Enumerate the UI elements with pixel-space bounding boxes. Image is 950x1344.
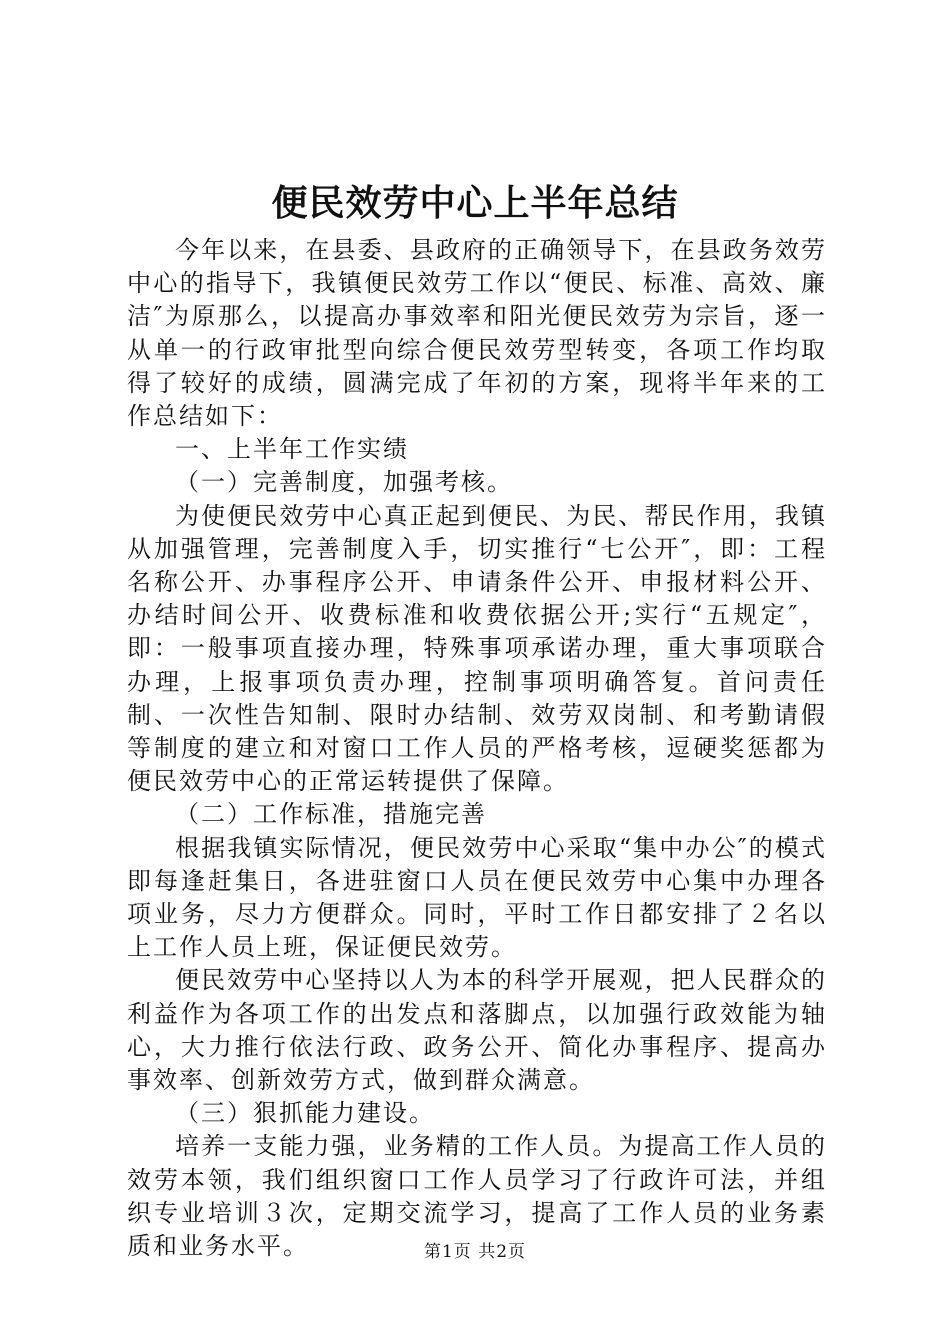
- document-body: [127, 234, 827, 1263]
- intro-paragraph: 今年以来，在县委、县政府的正确领导下，在县政务效劳中心的指导下，我镇便民效劳工作以“便民、标准、高效、廉洁″为原那么，以提高办事效率和阳光便民效劳为宗旨，逐一从单一的行政审批型向综合便民效劳型转变，各项工作均取得了较好的成绩，圆满完成了年初的方案，现将半年来的工作总结如下：: [127, 236, 827, 431]
- subsection-heading: （二）工作标准，措施完善: [175, 800, 487, 829]
- section-heading: 一、上半年工作实绩: [175, 435, 409, 464]
- subsection-heading: （一）完善制度，加强考核。: [175, 468, 513, 497]
- body-paragraph: 为使便民效劳中心真正起到便民、为民、帮民作用，我镇从加强管理，完善制度入手，切实推行“七公开″，即：工程名称公开、办事程序公开、申请条件公开、申报材料公开、办结时间公开、收费标准和收费依据公开;实行“五规定″，即：一般事项直接办理，特殊事项承诺办理，重大事项联合办理，上报事项负责办理，控制事项明确答复。首问责任制、一次性告知制、限时办结制、效劳双岗制、和考勤请假等制度的建立和对窗口工作人员的严格考核，逗硬奖惩都为便民效劳中心的正常运转提供了保障。: [127, 501, 827, 796]
- body-paragraph: 便民效劳中心坚持以人为本的科学开展观，把人民群众的利益作为各项工作的出发点和落脚点，以加强行政效能为轴心，大力推行依法行政、政务公开、简化办事程序、提高办事效率、创新效劳方式，做到群众满意。: [127, 966, 827, 1095]
- page-footer: 第1页 共2页: [423, 1242, 527, 1262]
- body-paragraph: 根据我镇实际情况，便民效劳中心采取“集中办公″的模式即每逢赶集日，各进驻窗口人员在便民效劳中心集中办理各项业务，尽力方便群众。同时，平时工作日都安排了２名以上工作人员上班，保证便民效劳。: [127, 833, 827, 962]
- document-title: 便民效劳中心上半年总结: [271, 183, 679, 224]
- subsection-heading: （三）狠抓能力建设。: [175, 1099, 435, 1128]
- body-paragraph: 培养一支能力强，业务精的工作人员。为提高工作人员的效劳本领，我们组织窗口工作人员学习了行政许可法，并组织专业培训３次，定期交流学习，提高了工作人员的业务素质和业务水平。: [127, 1132, 827, 1261]
